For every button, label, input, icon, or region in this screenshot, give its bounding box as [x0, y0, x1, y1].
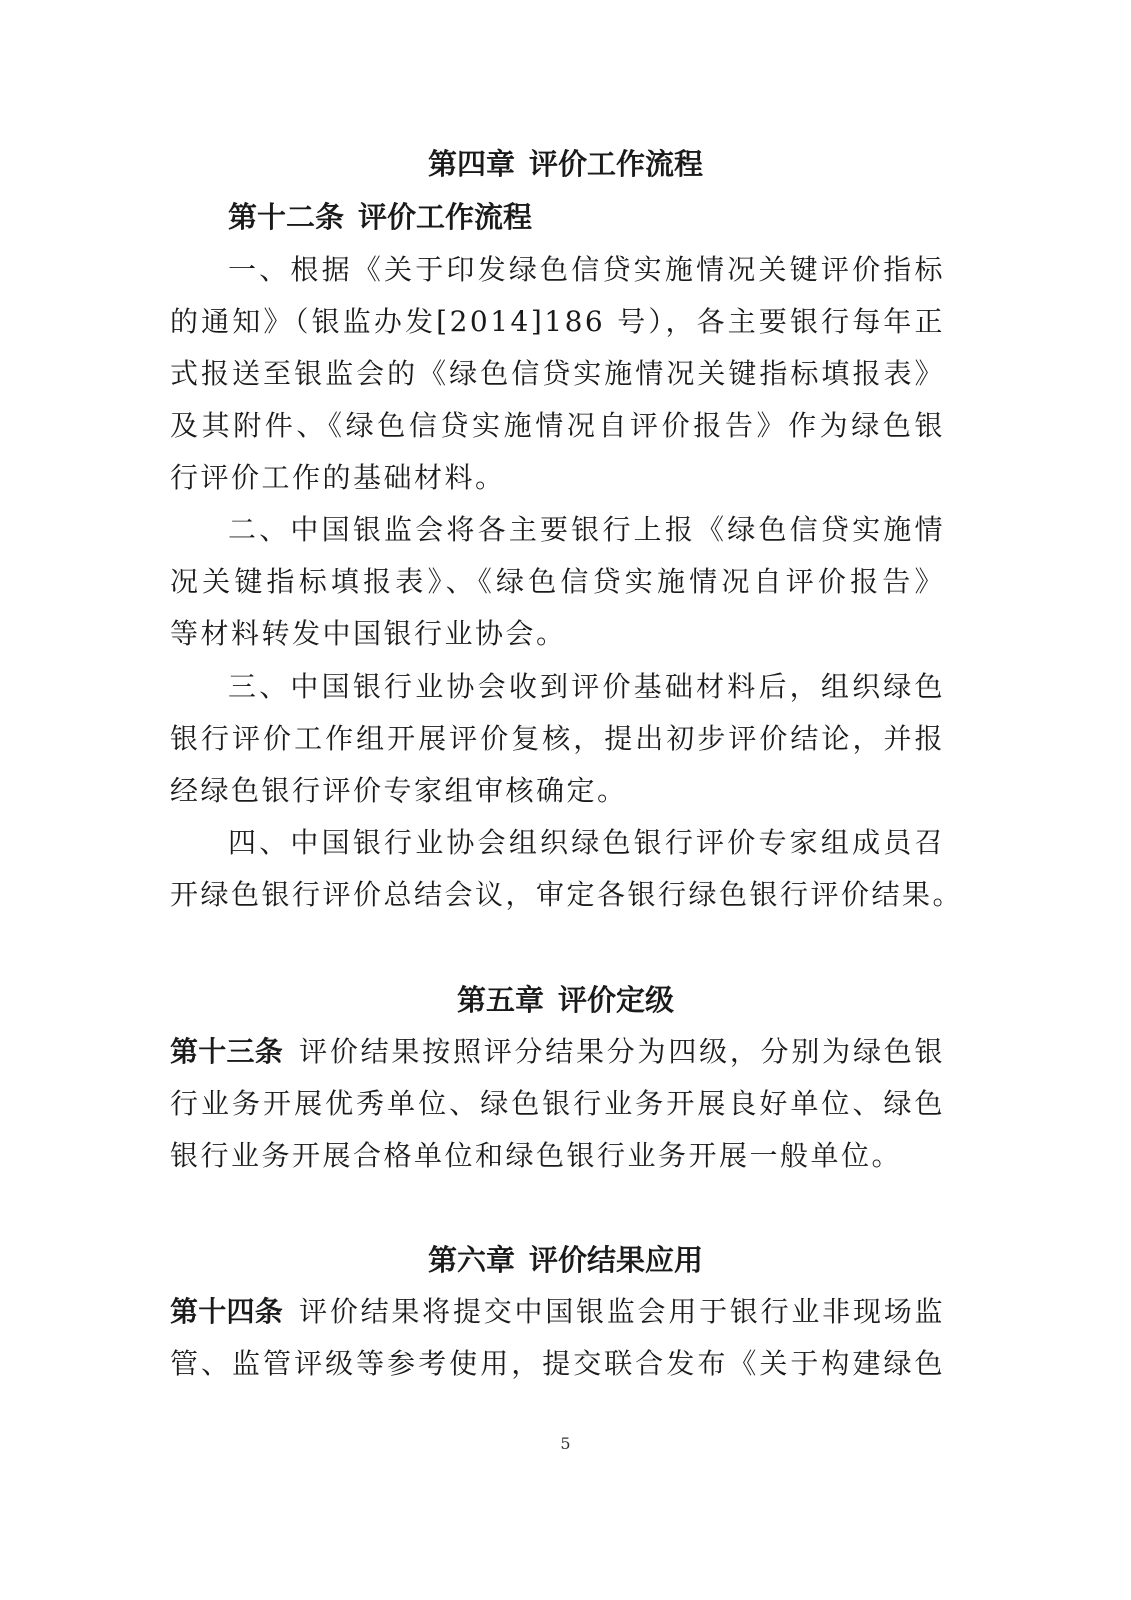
article-13-line: 行业务开展优秀单位、绿色银行业务开展良好单位、绿色 — [170, 1087, 945, 1120]
article-14-line: 管、监管评级等参考使用，提交联合发布《关于构建绿色 — [170, 1347, 945, 1380]
paragraph-4-line: 四、中国银行业协会组织绿色银行评价专家组成员召 — [228, 826, 945, 859]
chapter-4-title: 评价工作流程 — [529, 147, 704, 181]
paragraph-1-line: 式报送至银监会的《绿色信贷实施情况关键指标填报表》 — [170, 357, 945, 390]
article-13-text: 评价结果按照评分结果分为四级，分别为绿色银 — [299, 1035, 945, 1068]
chapter-4-heading — [0, 144, 1131, 184]
paragraph-1-line: 行评价工作的基础材料。 — [170, 461, 506, 494]
page-number: 5 — [560, 1434, 571, 1453]
article-12-heading — [228, 197, 532, 237]
chapter-6-title: 评价结果应用 — [529, 1243, 704, 1277]
article-14-text: 评价结果将提交中国银监会用于银行业非现场监 — [299, 1295, 945, 1328]
paragraph-2-line: 等材料转发中国银行业协会。 — [170, 617, 567, 650]
paragraph-2-line: 况关键指标填报表》、《绿色信贷实施情况自评价报告》 — [170, 565, 945, 598]
paragraph-2-line: 二、中国银监会将各主要银行上报《绿色信贷实施情 — [228, 513, 945, 546]
paragraph-1-line: 一、根据《关于印发绿色信贷实施情况关键评价指标 — [228, 253, 945, 286]
article-14-line — [170, 1292, 945, 1332]
chapter-5-label: 第五章 — [456, 983, 544, 1017]
article-13-line — [170, 1032, 945, 1072]
paragraph-1-line: 的通知》（银监办发[2014]186 号），各主要银行每年正 — [170, 305, 945, 338]
chapter-4-label: 第四章 — [427, 147, 515, 181]
chapter-5-heading — [0, 980, 1131, 1020]
article-14-label: 第十四条 — [170, 1295, 284, 1328]
article-12-title: 评价工作流程 — [358, 200, 533, 234]
article-13-line: 银行业务开展合格单位和绿色银行业务开展一般单位。 — [170, 1139, 903, 1172]
paragraph-3-line: 经绿色银行评价专家组审核确定。 — [170, 774, 628, 807]
chapter-6-heading — [0, 1240, 1131, 1280]
paragraph-3-line: 三、中国银行业协会收到评价基础材料后，组织绿色 — [228, 670, 945, 703]
chapter-6-label: 第六章 — [427, 1243, 515, 1277]
chapter-5-title: 评价定级 — [558, 983, 675, 1017]
article-13-label: 第十三条 — [170, 1035, 284, 1068]
paragraph-4-line: 开绿色银行评价总结会议，审定各银行绿色银行评价结果。 — [170, 878, 964, 911]
paragraph-3-line: 银行评价工作组开展评价复核，提出初步评价结论，并报 — [170, 722, 945, 755]
article-12-label: 第十二条 — [228, 200, 345, 234]
paragraph-1-line: 及其附件、《绿色信贷实施情况自评价报告》作为绿色银 — [170, 409, 945, 442]
